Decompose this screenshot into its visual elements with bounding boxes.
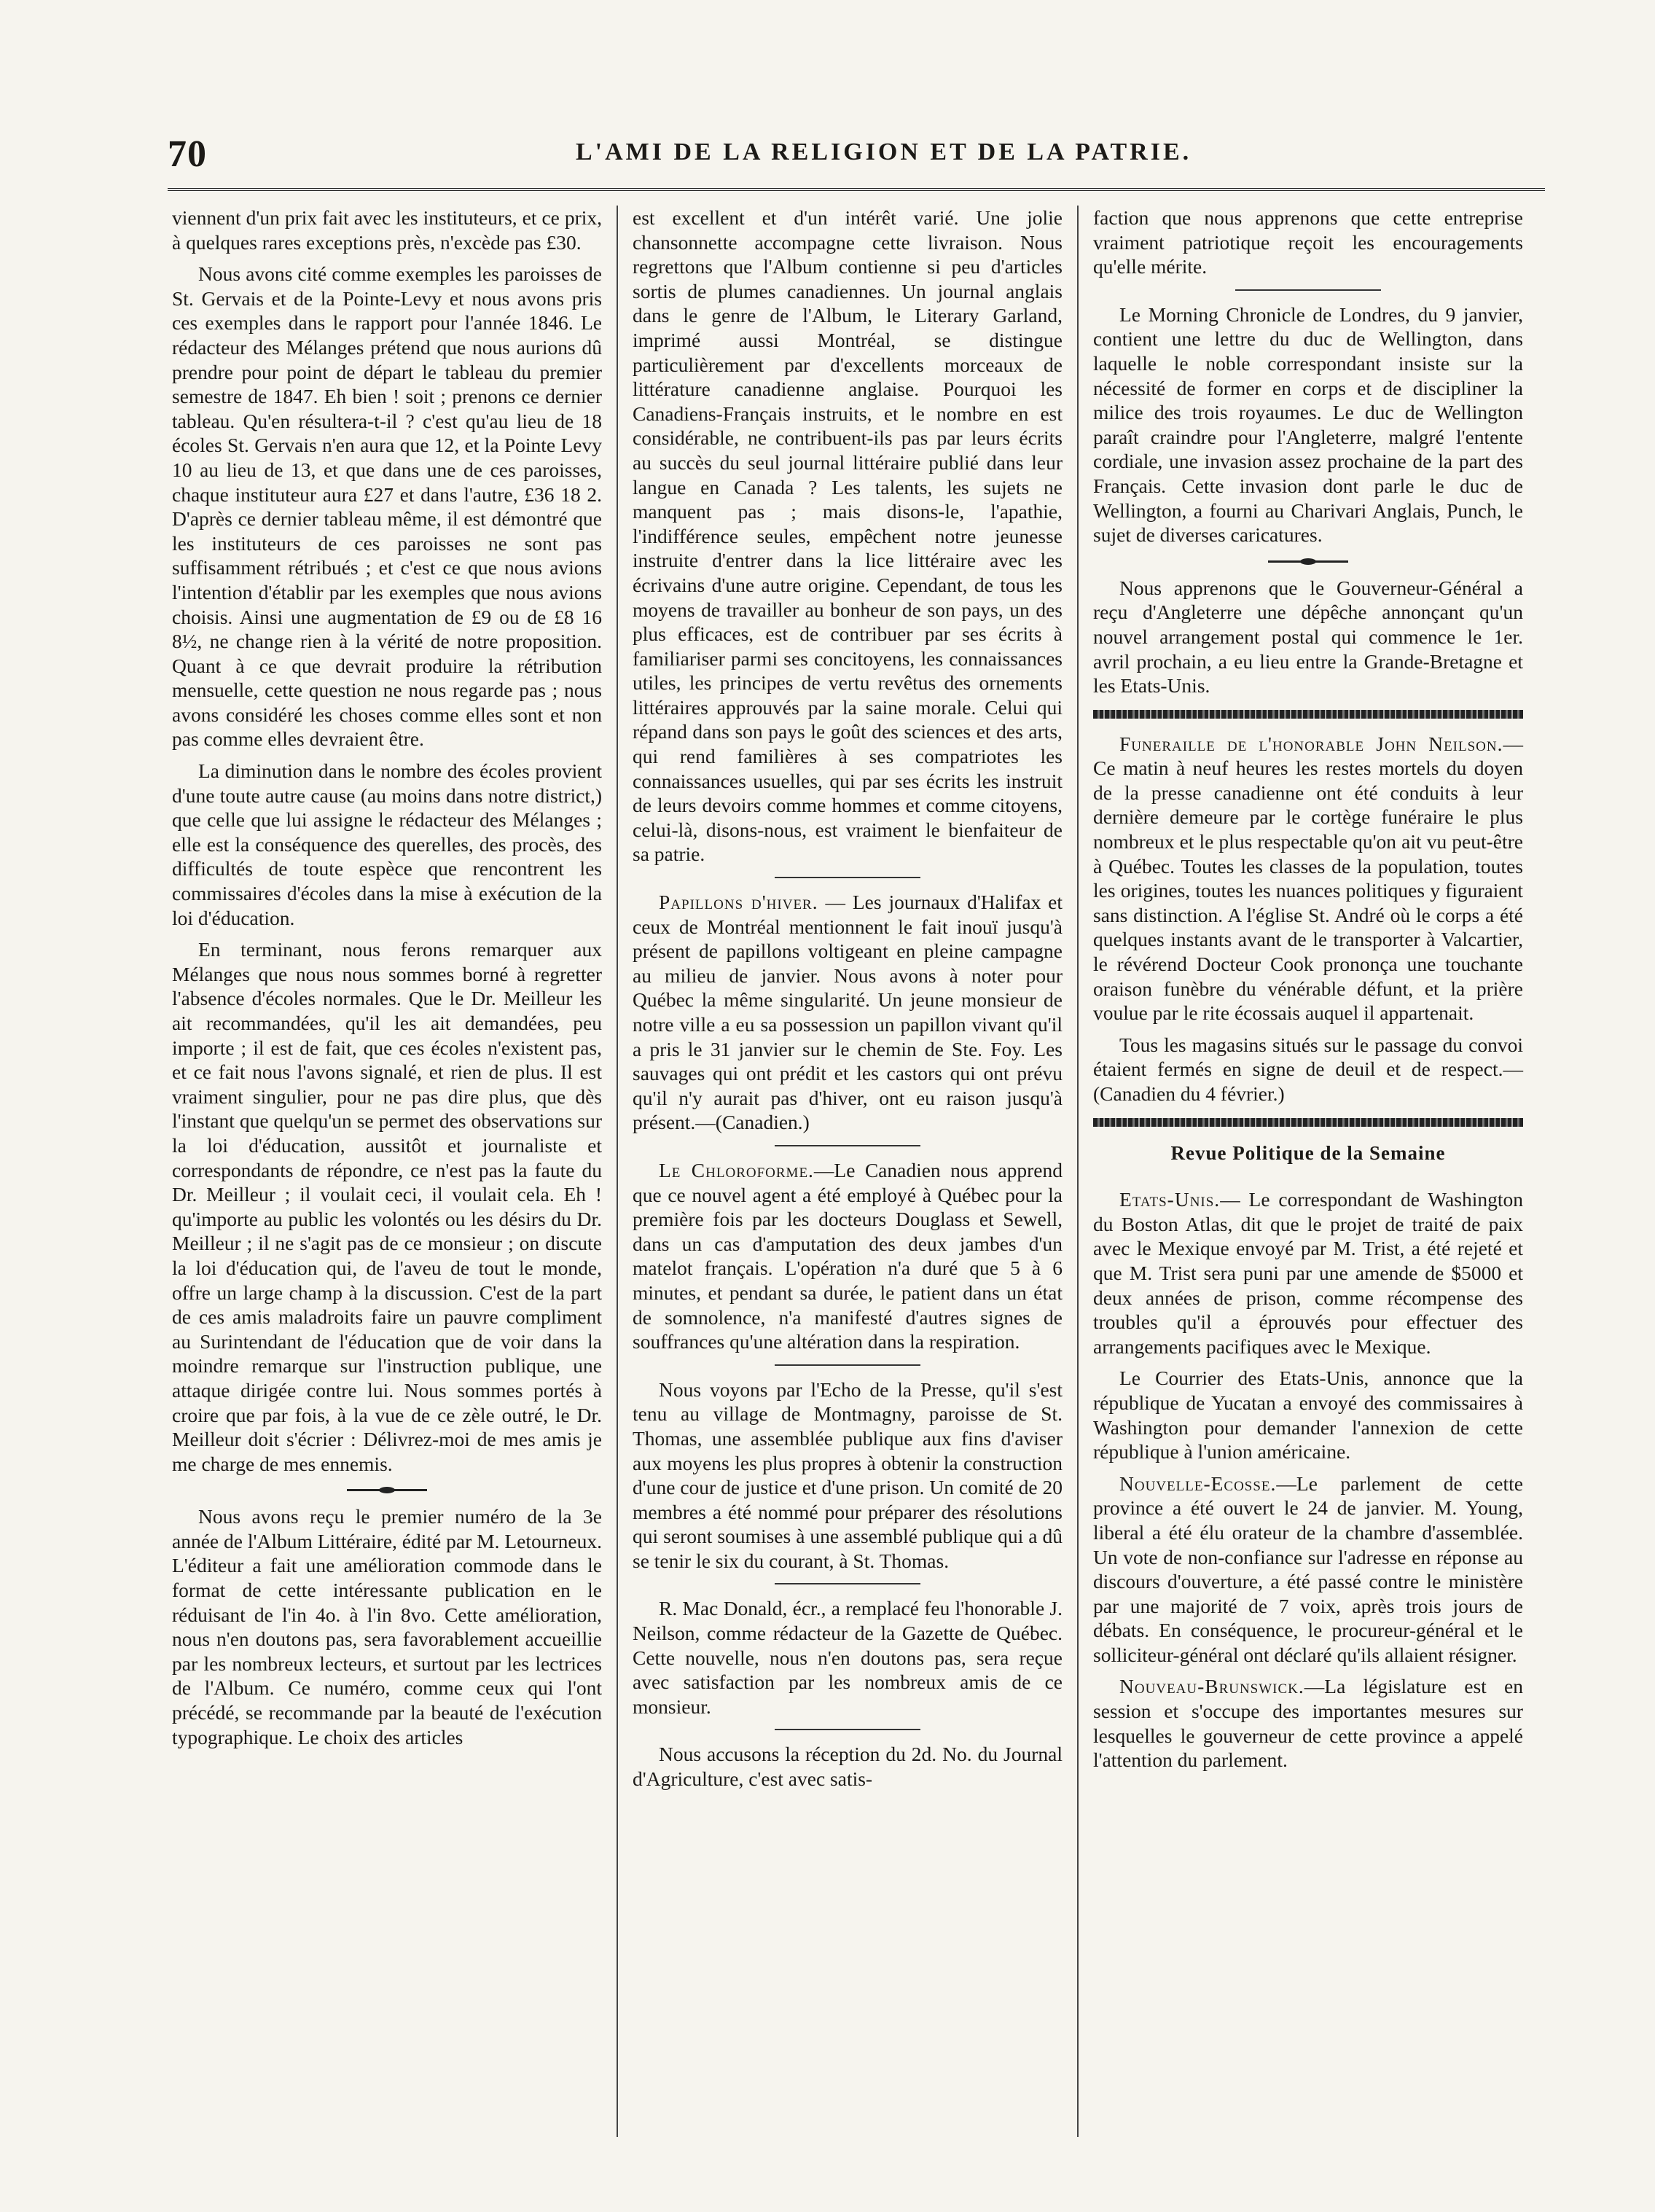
article-paragraph <box>1093 1187 1523 1359</box>
article-paragraph: Le Courrier des Etats-Unis, annonce que la république de Yucatan a envoyé des commissaires à Washington pour demander l'annexion de cette république à l'union américaine. <box>1093 1367 1523 1463</box>
column-2 <box>633 206 1063 1799</box>
separator-rule <box>775 877 920 878</box>
separator-rule <box>775 1729 920 1730</box>
article-paragraph: est excellent et d'un intérêt varié. Une jolie chansonnette accompagne cette livraison. Nous regrettons que l'Album contienne si peu d'articles sortis de plumes canadiennes. Un journal anglais dans le genre de l'Album, le Literary Garland, imprimé aussi Montréal, se distingue particulièrement par d'excellents morceaux de littérature canadienne anglaise. Pourquoi les Canadiens-Français instruits, et le nombre en est considérable, ne contribuent-ils pas par leurs écrits au succès du seul journal littéraire publié dans leur langue en Canada ? Les talents, les sujets ne manquent pas ; mais disons-le, l'apathie, l'indifférence seules, empêchent notre jeunesse instruite d'entrer dans la lice littéraire avec les écrivains d'une autre origine. Cependant, de tous les moyens de travailler au bonheur de son pays, un des plus efficaces, est de contribuer par ses écrits à familiariser parmi ses concitoyens, les connaissances utiles, les principes de vertu revêtus des ornements littéraires approuvés par la saine morale. Celui qui répand dans son pays le goût des sciences et des arts, qui rend familières à ses compatriotes les connaissances usuelles, qui par ses écrits les instruit de leurs devoirs comme hommes et comme citoyens, celui-là, disons-nous, est vraiment le bienfaiteur de sa patrie. <box>633 206 1063 866</box>
article-paragraph <box>1093 1674 1523 1772</box>
article-paragraph: En terminant, nous ferons remarquer aux Mélanges que nous nous sommes borné à regretter l'absence d'écoles normales. Que le Dr. Meilleur les ait recommandées, qu'il les ait demandées, peu importe ; il est de fait, que ces écoles n'existent pas, et ce fait nous l'avons signalé, et rien de plus. Il est vraiment singulier, pour ne pas dire plus, que dès l'instant que quelqu'un se permet des observations sur la loi d'éducation, aussitôt et journaliste et correspondants de répondre, ce n'est pas la faute du Dr. Meilleur ; il voulait ceci, il voulait cela. Eh ! qu'importe au public les volontés ou les désirs du Dr. Meilleur ; il ne s'agit pas de ce monsieur ; on discute la loi d'éducation qui, de l'aveu de tout le monde, offre un large champ à la discussion. C'est de la part de ces amis maladroits faire un pauvre compliment au Surintendant de l'éducation que de voir dans la moindre remarque sur l'instruction publique, une attaque dirigée contre lui. Nous sommes portés à croire que par fois, à la vue de ce zèle outré, le Dr. Meilleur doit s'écrier : Délivrez-moi de mes amis je me charge de mes ennemis. <box>172 938 602 1475</box>
column-1 <box>172 206 602 1756</box>
article-paragraph: Nous accusons la réception du 2d. No. du Journal d'Agriculture, c'est avec satis- <box>633 1743 1063 1791</box>
separator-rule <box>775 1583 920 1584</box>
separator-rule <box>1235 289 1381 291</box>
article-heading: Le Chloroforme. <box>659 1158 814 1181</box>
article-text: —La législature est en session et s'occupe des importantes mesures sur lesquelles le gouverneur de cette province a appelé l'attention du parlement. <box>1093 1675 1523 1772</box>
running-title: L'AMI DE LA RELIGION ET DE LA PATRIE. <box>576 138 1192 165</box>
article-text: —Le parlement de cette province a été ouvert le 24 de janvier. M. Young, liberal a été élu orateur de la chambre d'assemblée. Un vote de non-confiance sur l'adresse en réponse au discours d'ouverture, a été passé contre le ministère par une majorité de 7 voix, après trois jours de débats. En conséquence, le procureur-général et le solliciteur-général ont déclaré qu'ils allaient résigner. <box>1093 1472 1523 1666</box>
article-heading: Nouvelle-Ecosse. <box>1119 1472 1277 1495</box>
article-paragraph: Le Morning Chronicle de Londres, du 9 janvier, contient une lettre du duc de Wellington, dans laquelle le noble correspondant insiste sur la nécessité de former en corps et de discipliner la milice des trois royaumes. Le duc de Wellington paraît craindre pour l'Angleterre, malgré l'entente cordiale, une invasion assez prochaine de la part des Français. Cette invasion dont parle le duc de Wellington, a fourni au Charivari Anglais, Punch, le sujet de diverses caricatures. <box>1093 302 1523 547</box>
ornamental-bar <box>1093 710 1523 719</box>
article-heading: Etats-Unis. <box>1119 1188 1221 1211</box>
article-paragraph: Nous avons cité comme exemples les paroisses de St. Gervais et de la Pointe-Levy et nous avons pris ces exemples dans le rapport pour l'année 1846. Le rédacteur des Mélanges prétend que nous aurions dû prendre pour point de départ le tableau du premier semestre de 1847. Eh bien ! soit ; prenons ce dernier tableau. Qu'en résultera-t-il ? c'est qu'au lieu de 18 écoles St. Gervais n'en aura que 12, et la Pointe Levy 10 au lieu de 13, et que dans une de ces paroisses, chaque instituteur aura £27 et dans l'autre, £36 18 2. D'après ce dernier tableau même, il est démontré que les instituteurs de ces paroisses ne sont pas suffisamment rétribués ; et c'est ce que nous avions l'intention d'établir par les exemples que nous avions choisis. Ainsi une augmentation de £9 ou de £8 16 8½, ne change rien à la vérité de notre proposition. Quant à ce que devrait produire la rétribution mensuelle, cette question ne nous regarde pas ; nous avons considéré les choses comme elles sont et non pas comme elles devraient être. <box>172 262 602 751</box>
article-paragraph: faction que nous apprenons que cette entreprise vraiment patriotique reçoit les encouragements qu'elle mérite. <box>1093 206 1523 278</box>
article-paragraph <box>633 890 1063 1135</box>
article-paragraph: Nous voyons par l'Echo de la Presse, qu'il s'est tenu au village de Montmagny, paroisse de St. Thomas, une assemblée publique aux fins d'aviser aux moyens les plus propres à obtenir la construction d'une cour de justice et d'une prison. Un comité de 20 membres a été nommé pour préparer des résolutions qui seront soumises à une assemblé publique qui a dû se tenir le six du courant, à St. Thomas. <box>633 1377 1063 1572</box>
article-paragraph <box>1093 1472 1523 1668</box>
article-paragraph: R. Mac Donald, écr., a remplacé feu l'honorable J. Neilson, comme rédacteur de la Gazette de Québec. Cette nouvelle, nous n'en doutons pas, sera reçue avec satisfaction par les nombreux amis de ce monsieur. <box>633 1597 1063 1718</box>
ornament-separator <box>1268 560 1348 563</box>
section-heading: Revue Politique de la Semaine <box>1170 1141 1446 1164</box>
separator-rule <box>775 1145 920 1146</box>
article-text: — Le correspondant de Washington du Boston Atlas, dit que le projet de traité de paix avec le Mexique envoyé par M. Trist, a été rejeté et que M. Trist sera puni par une amende de $5000 et deux années de prison, comme récompense des troubles qu'il a éprouvés pour effectuer des arrangements pacifiques avec le Mexique. <box>1093 1188 1523 1358</box>
article-text: —Le Canadien nous apprend que ce nouvel agent a été employé à Québec pour la première fois par les docteurs Douglass et Sewell, dans un cas d'amputation des deux jambes d'un matelot français. L'opération n'a duré que 5 à 6 minutes, et pendant sa durée, le patient dans un état de somnolence, n'a manifesté d'autres signes de souffrances qu'une altération dans la respiration. <box>633 1158 1063 1353</box>
article-paragraph <box>1093 732 1523 1025</box>
page-number: 70 <box>168 133 207 175</box>
ornamental-bar <box>1093 1118 1523 1127</box>
column-3 <box>1093 206 1523 1780</box>
article-paragraph <box>633 1158 1063 1354</box>
article-heading: Nouveau-Brunswick. <box>1119 1675 1304 1698</box>
column-divider <box>1077 206 1079 2137</box>
article-text: — Ce matin à neuf heures les restes mortels du doyen de la presse canadienne ont été conduits à leur dernière demeure par le cortège funéraire le plus nombreux et le plus respectable qu'on ait vu peut-être à Québec. Toutes les classes de la population, toutes les origines, toutes les nuances politiques y figuraient sans distinction. A l'église St. André où le corps a été quelques instants avant de le transporter à Valcartier, le révérend Docteur Cook prononça une touchante oraison funèbre du vénérable défunt, et la prière voulue par le rite écossais auquel il appartenait. <box>1093 732 1523 1025</box>
separator-rule <box>775 1364 920 1366</box>
article-heading: Papillons d'hiver. <box>659 891 818 914</box>
header-rule <box>168 188 1545 191</box>
page-header <box>168 133 1545 184</box>
ornament-separator <box>347 1489 427 1491</box>
article-paragraph: Nous avons reçu le premier numéro de la 3e année de l'Album Littéraire, édité par M. Letourneux. L'éditeur a fait une amélioration commode dans le format de cette intéressante publication en le réduisant de l'in 4o. à l'in 8vo. Cette amélioration, nous n'en doutons pas, sera favorablement accueillie par les nombreux lecteurs, et surtout par les lectrices de l'Album. Ce numéro, comme ceux qui l'ont précédé, se recommande par la beauté de l'exécution typographique. Le choix des articles <box>172 1505 602 1748</box>
article-paragraph: La diminution dans le nombre des écoles provient d'une toute autre cause (au moins dans notre district,) que celle que lui assigne le rédacteur des Mélanges ; elle est la conséquence des querelles, des procès, des difficultés de toute espèce que rencontrent les commissaires d'écoles dans la mise à exécution de la loi d'éducation. <box>172 759 602 929</box>
article-text: — Les journaux d'Halifax et ceux de Montréal mentionnent le fait inouï jusqu'à présent de papillons voltigeant en pleine campagne au milieu de janvier. Nous avons à noter pour Québec la même singularité. Un jeune monsieur de notre ville a eu sa possession un papillon vivant qu'il a pris le 31 janvier sur le chemin de Ste. Foy. Les sauvages qui ont prédit et les castors qui ont prévu qu'il n'y aurait pas d'hiver, ont eu raison jusqu'à présent.—(Canadien.) <box>633 891 1063 1134</box>
article-paragraph: viennent d'un prix fait avec les instituteurs, et ce prix, à quelques rares exceptions près, n'excède pas £30. <box>172 206 602 254</box>
article-paragraph: Tous les magasins situés sur le passage du convoi étaient fermés en signe de deuil et de respect.—(Canadien du 4 février.) <box>1093 1033 1523 1105</box>
article-heading: Funeraille de l'honorable John Neilson. <box>1119 732 1503 755</box>
article-paragraph: Nous apprenons que le Gouverneur-Général a reçu d'Angleterre une dépêche annonçant qu'un nouvel arrangement postal qui commence le 1er. avril prochain, a eu lieu entre la Grande-Bretagne et les Etats-Unis. <box>1093 576 1523 697</box>
column-divider <box>617 206 618 2137</box>
